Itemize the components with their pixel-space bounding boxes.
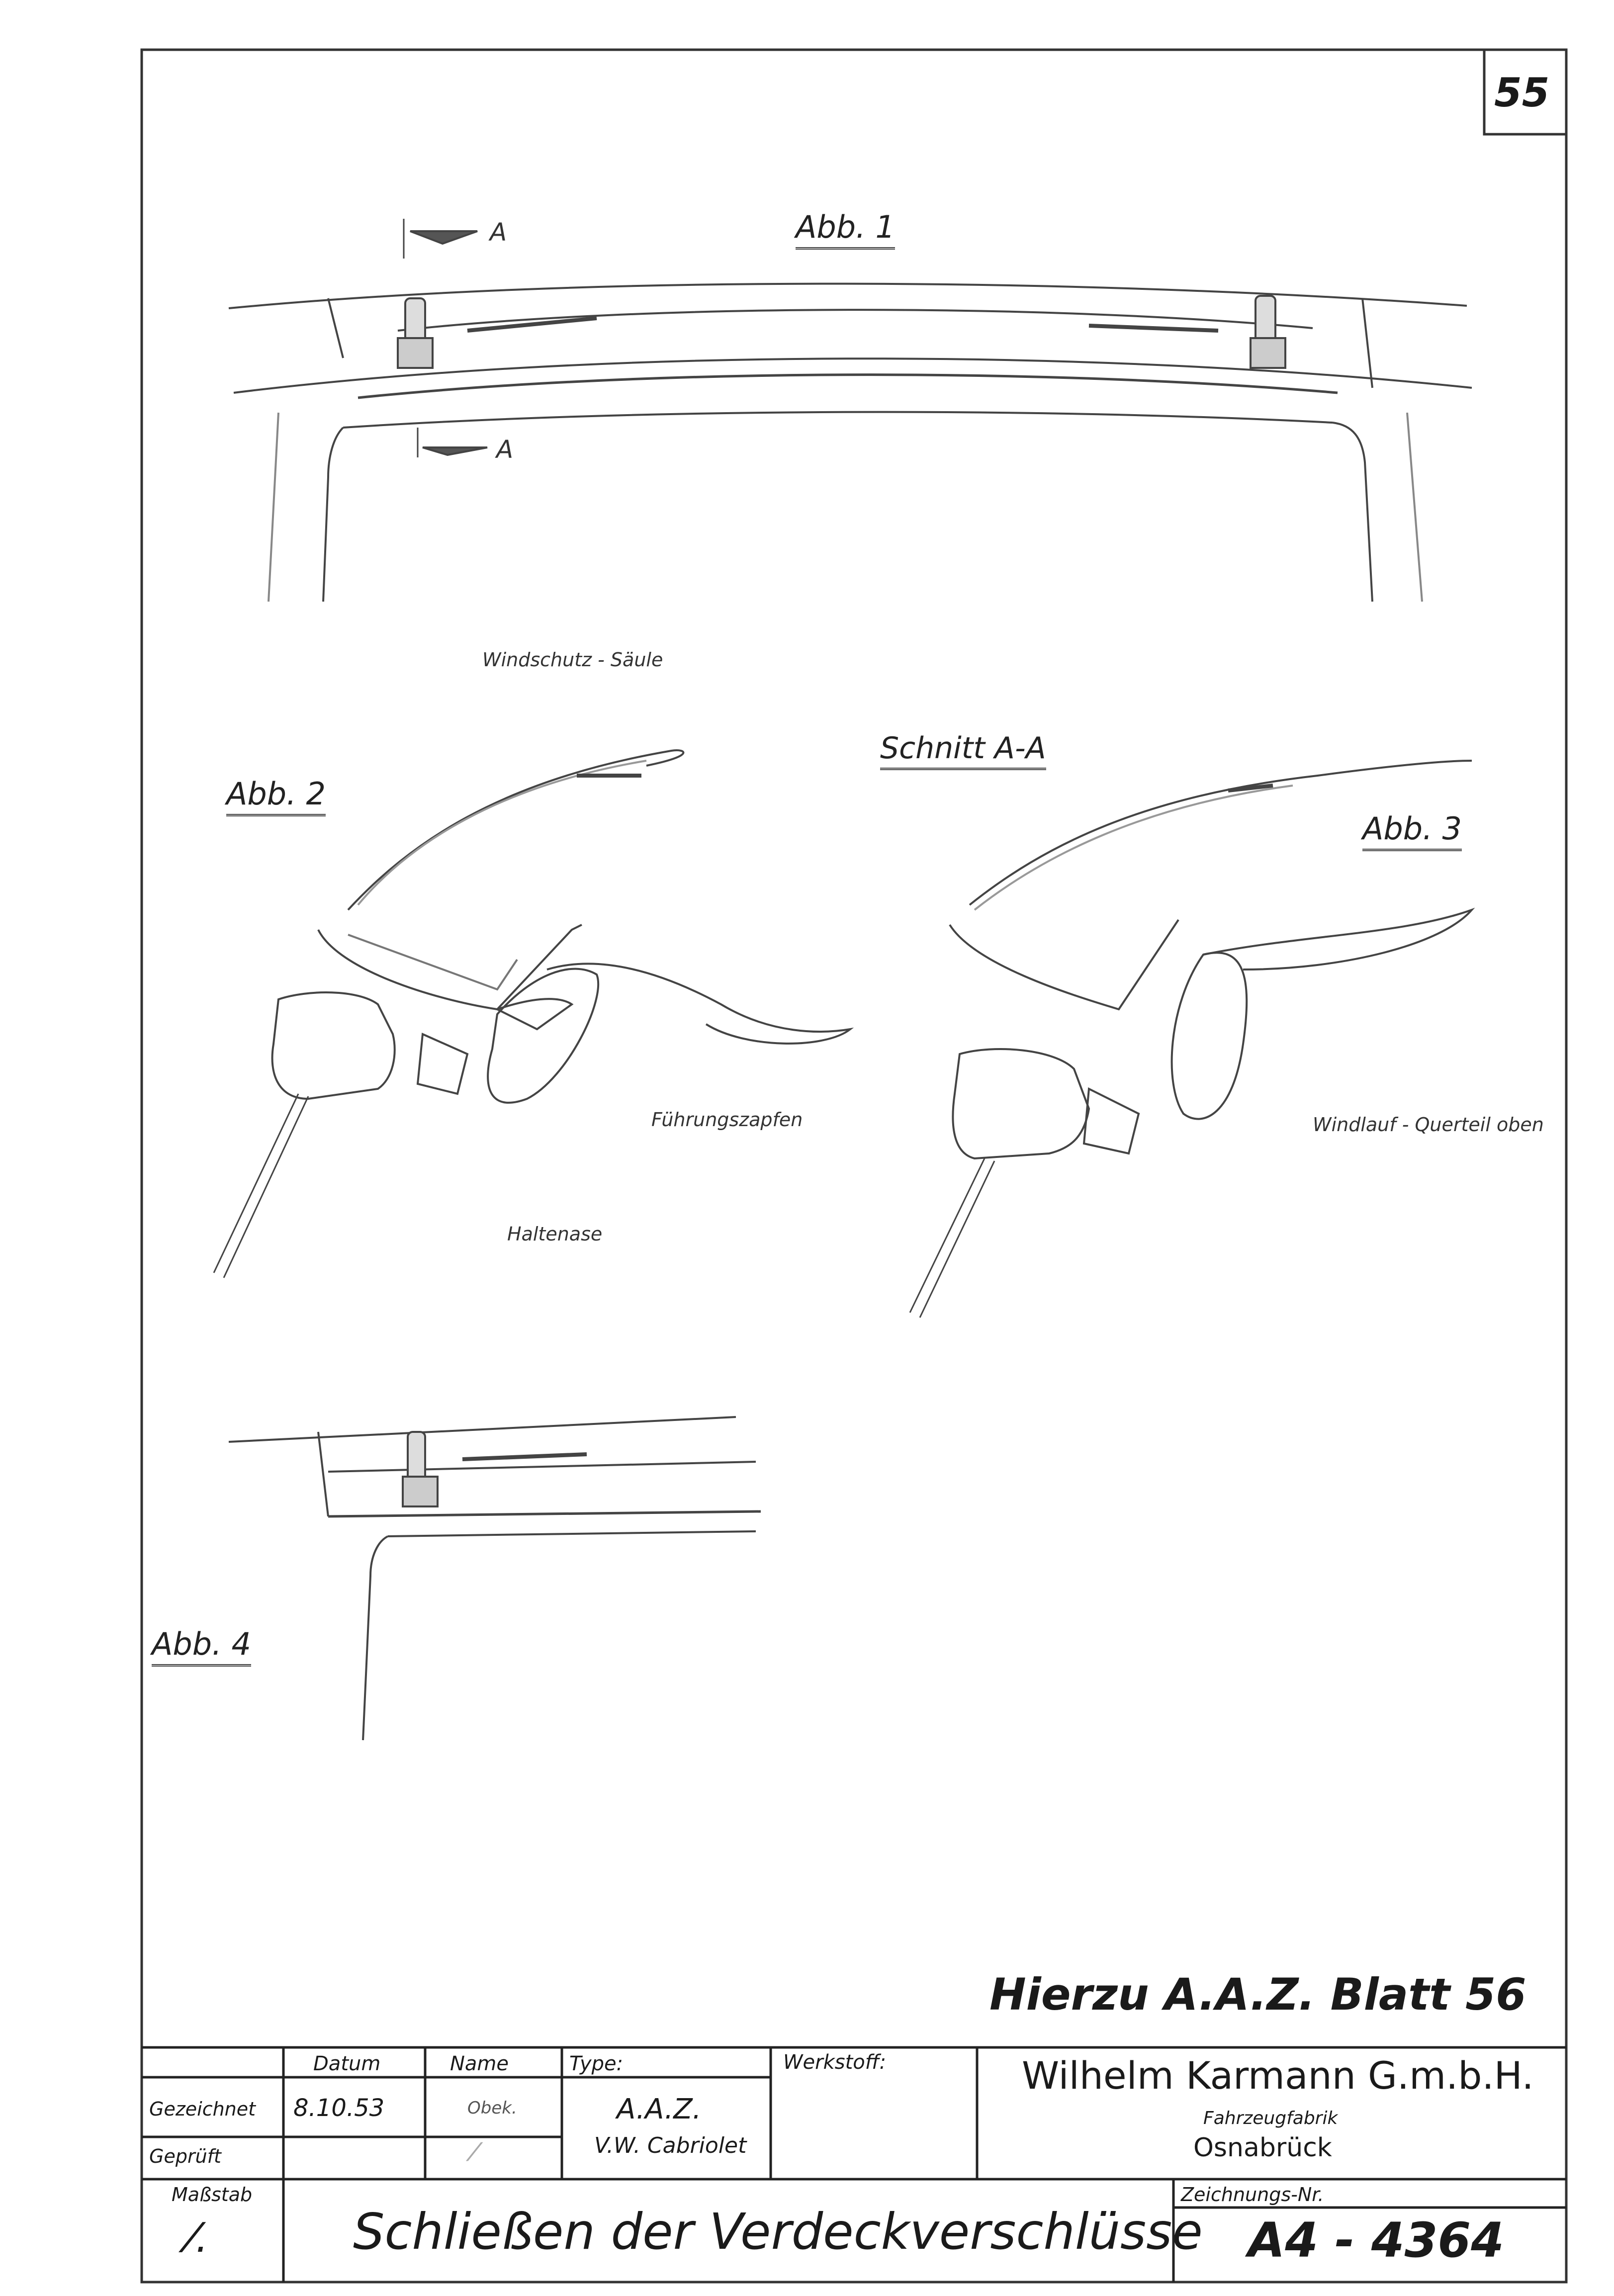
drawing-number: A4 - 4364 [1248,2212,1504,2268]
page-number: 55 [1494,70,1550,116]
abb1-title: Abb. 1 [796,209,895,250]
label-windshield-pillar: Windschutz - Säule [482,649,663,671]
abb3-title: Abb. 3 [1362,810,1462,851]
section-mark-bottom: A [496,435,514,464]
company-name: Wilhelm Karmann G.m.b.H. [1022,2053,1534,2098]
col-date-header: Datum [313,2052,381,2075]
drawn-date: 8.10.53 [293,2094,385,2122]
type-label: Type: [569,2052,624,2075]
label-cowl: Windlauf - Querteil oben [1313,1114,1544,1136]
abb1-drawing [229,219,1472,602]
section-mark-top: A [490,218,507,247]
company-sub: Fahrzeugfabrik [1203,2108,1338,2128]
drawing-no-label: Zeichnungs-Nr. [1181,2184,1324,2206]
col-name-header: Name [450,2052,509,2075]
scale-label: Maßstab [172,2184,253,2206]
abb2-title: Abb. 2 [226,776,326,816]
abb4-title: Abb. 4 [152,1626,251,1667]
abb4-drawing [229,1417,761,1740]
material-label: Werkstoff: [783,2051,887,2074]
drawn-name: Obek. [467,2098,517,2118]
row-drawn-label: Gezeichnet [149,2098,256,2120]
type-value-1: A.A.Z. [617,2093,702,2125]
drawing-title: Schließen der Verdeckverschlüsse [353,2203,1203,2261]
abb2-drawing [214,750,850,1278]
company-city: Osnabrück [1193,2133,1332,2163]
label-guide-pin: Führungszapfen [651,1109,803,1131]
section-title: Schnitt A-A [880,731,1046,770]
checked-signature-mark: ⁄ [472,2138,477,2167]
sheet-border [142,50,1566,2282]
row-checked-label: Geprüft [149,2145,221,2167]
reference-note: Hierzu A.A.Z. Blatt 56 [989,1969,1526,2020]
scale-value: ⁄. [189,2215,208,2261]
label-retaining-lug: Haltenase [507,1223,603,1245]
type-value-2: V.W. Cabriolet [594,2133,747,2158]
